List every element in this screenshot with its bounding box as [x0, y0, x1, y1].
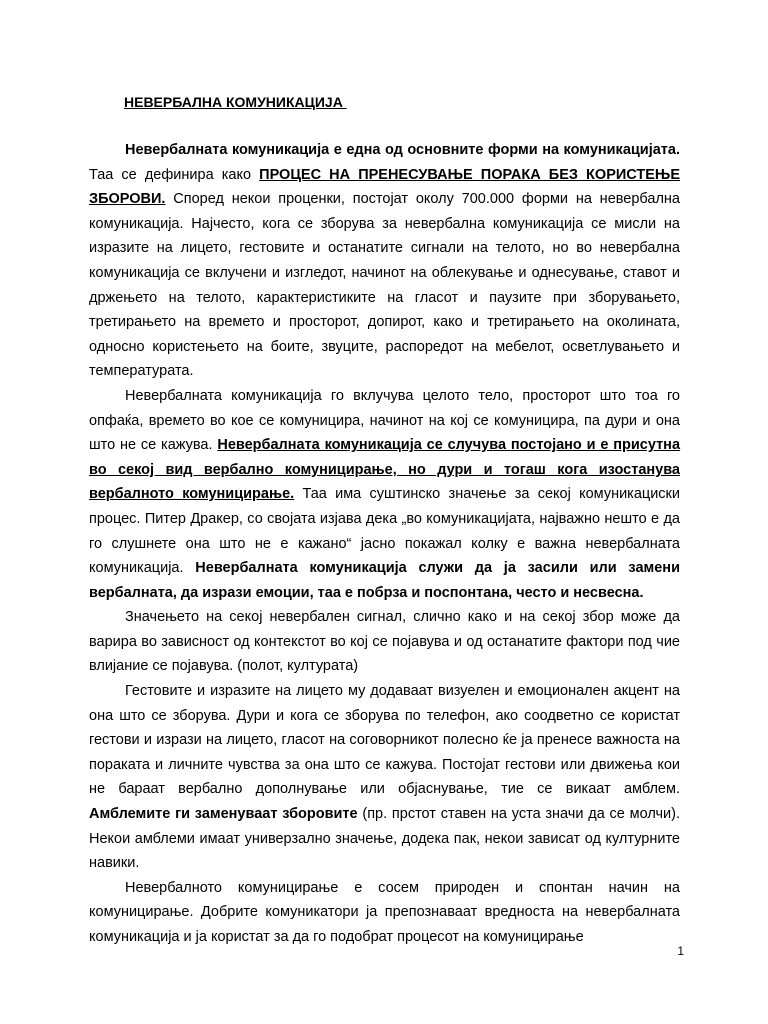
text-run: (пр. прстот ставен на уста значи да се молчи). Некои амблеми имаат универзално значење, додека пак, некои зависат од културните навики.	[89, 806, 680, 872]
text-run: Невербалното комуницирање е сосем природен и спонтан начин на комуницирање. Добрите комуникатори ја препознаваат вредноста на невербалната комуникација и ја користат за да го подобрат процесот на комуницирање	[89, 879, 680, 945]
text-run: ПРОЦЕС НА ПРЕНЕСУВАЊЕ ПОРАКА БЕЗ КОРИСТЕЊЕ ЗБОРОВИ.	[89, 166, 681, 208]
text-run: Гестовите и изразите на лицето му додаваат визуелен и емоционален акцент на она што се зборува. Дури и кога се зборува по телефон, ако соодветно се користат гестови и изрази на лицето, гласот на соговорникот полесно ќе ја пренесе важноста на пораката и личните чувства за она што се кажува. Постојат гестови или движења кои не бараат вербално дополнување или објаснување, тие се викаат амблем.	[89, 683, 680, 798]
text-run: Таа има суштинско значење за секој комуникациски процес. Питер Дракер, со својата изјава дека „во комуникацијата, најважно нешто е да го слушнете она што не е кажано“ јасно покажал колку е важна невербалната комуникација.	[89, 486, 680, 577]
text-run: Според некои проценки, постојат околу 700.000 форми на невербална комуникација. Најчесто, кога се зборува за невербална комуникација се мисли на изразите на лицето, гестовите и останатите сигнали на телото, но во невербална комуникација се вклучени и изгледот, начинот на облекување и однесување, ставот и држењето на телото, карактеристиките на гласот и паузите при зборувањето, третирањето на времето и просторот, допирот, како и третирањето на околината, односно користењето на боите, звуците, распоредот на мебелот, осветлувањето и температурата.	[89, 191, 680, 380]
text-run: Таа се дефинира како	[89, 166, 260, 183]
page-title: НЕВЕРБАЛНА КОМУНИКАЦИЈА	[124, 94, 347, 110]
text-run: Невербалната комуникација служи да ја засили или замени вербалната, да изрази емоции, таа е побрза и поспонтана, често и несвесна.	[89, 560, 680, 601]
page-number: 1	[677, 944, 684, 958]
text-run: Значењето на секој невербален сигнал, слично како и на секој збор може да варира во зависност од контекстот во кој се појавува и од останатите фактори под чие влијание се појавува. (полот, културата)	[89, 609, 680, 675]
paragraph-5	[89, 876, 680, 950]
text-run: Невербалната комуникација го вклучува целото тело, просторот што тоа го опфаќа, времето во кое се комуницира, начинот на кој се комуницира, па дури и она што не се кажува.	[89, 387, 680, 454]
text-run: Невербалната комуникација се случува постојано и е присутна во секој вид вербално комуницирање, но дури и тогаш кога изостанува вербалното комуницирање.	[89, 437, 681, 503]
paragraph-1	[89, 138, 680, 384]
paragraph-2	[89, 384, 680, 605]
document-body	[89, 138, 680, 950]
paragraph-3	[89, 605, 680, 679]
text-run: Амблемите ги заменуваат зборовите	[89, 806, 358, 823]
paragraph-4	[89, 679, 680, 876]
text-run: Невербалната комуникација е една од основните форми на комуникацијата.	[125, 142, 680, 158]
